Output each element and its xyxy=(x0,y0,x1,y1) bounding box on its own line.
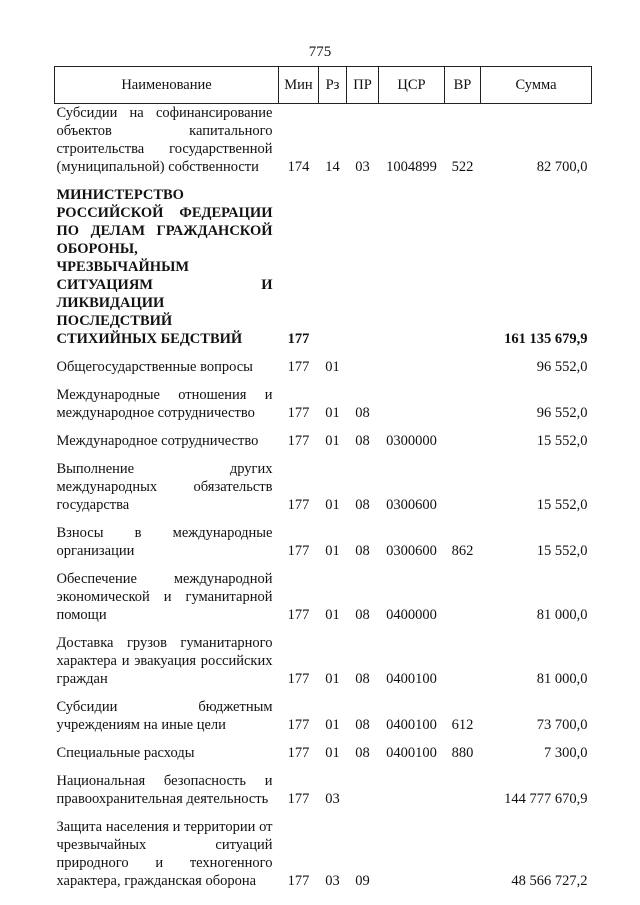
row-pr: 08 xyxy=(355,745,370,761)
row-sum: 96 552,0 xyxy=(536,359,588,375)
row-csr xyxy=(379,179,445,351)
row-min: 177 xyxy=(287,331,310,347)
header-name: Наименование xyxy=(55,67,279,104)
row-name: Международное сотрудничество xyxy=(56,433,259,449)
row-rz: 01 xyxy=(325,607,340,623)
row-name: МИНИСТЕРСТВО РОССИЙСКОЙ ФЕДЕРАЦИИ ПО ДЕЛАМ ГРАЖДАНСКОЙ ОБОРОНЫ, ЧРЕЗВЫЧАЙНЫМ СИТУАЦИЯМ И ЛИКВИДАЦИИ ПОСЛЕДСТВИЙ СТИХИЙНЫХ БЕДСТВИЙ xyxy=(56,187,273,347)
table-row-ministry xyxy=(55,179,592,351)
header-rz: Рз xyxy=(319,67,347,104)
row-csr: 0300600 xyxy=(386,543,437,559)
page-number: 775 xyxy=(308,44,332,60)
row-sum: 7 300,0 xyxy=(544,745,588,761)
row-pr: 08 xyxy=(355,433,370,449)
table-header xyxy=(55,67,592,104)
row-min: 177 xyxy=(287,433,310,449)
row-rz: 01 xyxy=(325,717,340,733)
table-row xyxy=(55,765,592,811)
row-rz xyxy=(319,179,347,351)
row-rz: 01 xyxy=(325,359,340,375)
row-csr: 0400100 xyxy=(386,671,437,687)
row-min: 177 xyxy=(287,607,310,623)
row-name: Субсидии бюджетным учреждениям на иные цели xyxy=(56,699,273,733)
row-pr: 08 xyxy=(355,497,370,513)
row-sum: 144 777 670,9 xyxy=(504,791,588,807)
row-csr xyxy=(379,379,445,425)
header-row xyxy=(55,67,592,104)
row-min: 177 xyxy=(287,671,310,687)
row-vr xyxy=(445,351,481,379)
row-csr xyxy=(379,811,445,893)
row-sum: 73 700,0 xyxy=(536,717,588,733)
row-pr xyxy=(347,179,379,351)
row-csr xyxy=(379,351,445,379)
row-csr xyxy=(379,765,445,811)
row-rz: 01 xyxy=(325,745,340,761)
row-min: 177 xyxy=(287,497,310,513)
table-row xyxy=(55,517,592,563)
row-csr: 0300000 xyxy=(386,433,437,449)
row-rz: 01 xyxy=(325,543,340,559)
row-pr: 08 xyxy=(355,543,370,559)
row-csr: 0400100 xyxy=(386,717,437,733)
row-vr: 522 xyxy=(451,159,474,175)
row-vr xyxy=(445,811,481,893)
row-name: Выполнение других международных обязательств государства xyxy=(56,461,273,513)
row-min: 177 xyxy=(287,405,310,421)
table-row xyxy=(55,627,592,691)
row-sum: 161 135 679,9 xyxy=(504,331,588,347)
table-row xyxy=(55,563,592,627)
row-name: Обеспечение международной экономической и гуманитарной помощи xyxy=(56,571,273,623)
table-row xyxy=(55,379,592,425)
row-csr: 0400000 xyxy=(386,607,437,623)
header-csr: ЦСР xyxy=(379,67,445,104)
row-rz: 01 xyxy=(325,405,340,421)
row-pr: 09 xyxy=(355,873,370,889)
row-min: 177 xyxy=(287,791,310,807)
table-row xyxy=(55,425,592,453)
row-pr: 08 xyxy=(355,717,370,733)
row-csr: 1004899 xyxy=(386,159,437,175)
table-row xyxy=(55,691,592,737)
row-min: 177 xyxy=(287,873,310,889)
table-row xyxy=(55,351,592,379)
header-vr: ВР xyxy=(445,67,481,104)
header-min: Мин xyxy=(279,67,319,104)
row-sum: 96 552,0 xyxy=(536,405,588,421)
row-pr xyxy=(347,765,379,811)
row-vr xyxy=(445,765,481,811)
row-vr xyxy=(445,627,481,691)
row-pr: 03 xyxy=(355,159,370,175)
table-row xyxy=(55,104,592,180)
row-name: Национальная безопасность и правоохранительная деятельность xyxy=(56,773,273,807)
row-sum: 15 552,0 xyxy=(536,497,588,513)
row-pr: 08 xyxy=(355,405,370,421)
row-name: Специальные расходы xyxy=(56,745,195,761)
table-row xyxy=(55,811,592,893)
row-rz: 01 xyxy=(325,671,340,687)
table-row xyxy=(55,737,592,765)
row-vr: 862 xyxy=(451,543,474,559)
row-min: 177 xyxy=(287,717,310,733)
row-sum: 82 700,0 xyxy=(536,159,588,175)
row-name: Защита населения и территории от чрезвычайных ситуаций природного и техногенного характера, гражданская оборона xyxy=(56,819,273,889)
row-rz: 01 xyxy=(325,433,340,449)
row-sum: 48 566 727,2 xyxy=(511,873,588,889)
row-pr xyxy=(347,351,379,379)
row-vr: 612 xyxy=(451,717,474,733)
table-body xyxy=(55,104,592,894)
row-rz: 03 xyxy=(325,873,340,889)
row-vr: 880 xyxy=(451,745,474,761)
row-sum: 15 552,0 xyxy=(536,543,588,559)
header-sum: Сумма xyxy=(481,67,592,104)
row-name: Взносы в международные организации xyxy=(56,525,273,559)
budget-table xyxy=(54,66,592,893)
row-rz: 01 xyxy=(325,497,340,513)
row-vr xyxy=(445,425,481,453)
row-min: 174 xyxy=(287,159,310,175)
table-row xyxy=(55,453,592,517)
row-name: Доставка грузов гуманитарного характера и эвакуация российских граждан xyxy=(56,635,273,687)
row-rz: 14 xyxy=(325,159,340,175)
row-vr xyxy=(445,179,481,351)
row-sum: 81 000,0 xyxy=(536,607,588,623)
row-csr: 0300600 xyxy=(386,497,437,513)
row-pr: 08 xyxy=(355,607,370,623)
row-pr: 08 xyxy=(355,671,370,687)
row-sum: 15 552,0 xyxy=(536,433,588,449)
row-min: 177 xyxy=(287,359,310,375)
row-vr xyxy=(445,379,481,425)
row-vr xyxy=(445,563,481,627)
row-name: Общегосударственные вопросы xyxy=(56,359,253,375)
row-min: 177 xyxy=(287,543,310,559)
row-name: Международные отношения и международное сотрудничество xyxy=(56,387,273,421)
row-csr: 0400100 xyxy=(386,745,437,761)
row-min: 177 xyxy=(287,745,310,761)
header-pr: ПР xyxy=(347,67,379,104)
row-rz: 03 xyxy=(325,791,340,807)
row-sum: 81 000,0 xyxy=(536,671,588,687)
row-vr xyxy=(445,453,481,517)
row-name: Субсидии на софинансирование объектов капитального строительства государственной (муниципальной) собственности xyxy=(56,105,273,175)
